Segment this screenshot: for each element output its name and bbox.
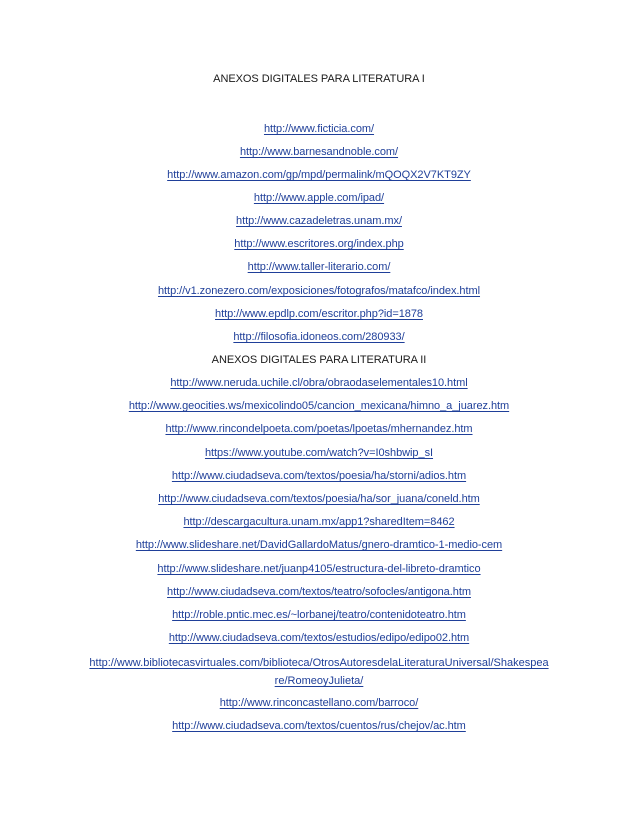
link-taller-literario[interactable]: http://www.taller-literario.com/ [247,261,391,273]
link-epdlp[interactable]: http://www.epdlp.com/escritor.php?id=1878 [215,308,423,320]
link-ciudadseva-edipo[interactable]: http://www.ciudadseva.com/textos/estudios/edipo/edipo02.htm [168,632,470,644]
link-rinconcastellano[interactable]: http://www.rinconcastellano.com/barroco/ [219,697,419,709]
link-neruda[interactable]: http://www.neruda.uchile.cl/obra/obraodaselementales10.html [170,377,468,389]
link-cazadeletras[interactable]: http://www.cazadeletras.unam.mx/ [236,215,402,227]
link-ciudadseva-storni[interactable]: http://www.ciudadseva.com/textos/poesia/ha/storni/adios.htm [171,470,467,482]
section-heading-literatura-1: ANEXOS DIGITALES PARA LITERATURA I [213,73,425,85]
link-filosofia-idoneos[interactable]: http://filosofia.idoneos.com/280933/ [233,331,405,343]
link-ciudadseva-chejov[interactable]: http://www.ciudadseva.com/textos/cuentos/rus/chejov/ac.htm [172,720,466,732]
link-ficticia[interactable]: http://www.ficticia.com/ [263,123,375,135]
link-slideshare-libreto[interactable]: http://www.slideshare.net/juanp4105/estructura-del-libreto-dramtico [157,563,481,575]
link-geocities-himno-juarez[interactable]: http://www.geocities.ws/mexicolindo05/cancion_mexicana/himno_a_juarez.htm [128,400,510,412]
link-descargacultura[interactable]: http://descargacultura.unam.mx/app1?sharedItem=8462 [183,516,455,528]
link-amazon[interactable]: http://www.amazon.com/gp/mpd/permalink/mQOQX2V7KT9ZY [167,169,471,181]
link-rincondelpoeta[interactable]: http://www.rincondelpoeta.com/poetas/lpoetas/mhernandez.htm [165,423,473,435]
link-roble-pntic-teatro[interactable]: http://roble.pntic.mec.es/~lorbanej/teatro/contenidoteatro.htm [172,609,466,621]
link-apple-ipad[interactable]: http://www.apple.com/ipad/ [253,192,385,204]
link-barnesandnoble[interactable]: http://www.barnesandnoble.com/ [239,146,399,158]
link-ciudadseva-sor-juana[interactable]: http://www.ciudadseva.com/textos/poesia/ha/sor_juana/coneld.htm [158,493,480,505]
section-heading-literatura-2: ANEXOS DIGITALES PARA LITERATURA II [211,354,427,366]
link-youtube[interactable]: https://www.youtube.com/watch?v=I0shbwip_sI [204,447,434,459]
link-ciudadseva-antigona[interactable]: http://www.ciudadseva.com/textos/teatro/sofocles/antigona.htm [167,586,471,598]
link-zonezero[interactable]: http://v1.zonezero.com/exposiciones/fotografos/matafco/index.html [157,285,481,297]
link-slideshare-genero-dramatico[interactable]: http://www.slideshare.net/DavidGallardoMatus/gnero-dramtico-1-medio-cem [135,539,503,551]
link-escritores[interactable]: http://www.escritores.org/index.php [234,238,404,250]
link-bibliotecasvirtuales-romeo-julieta[interactable]: http://www.bibliotecasvirtuales.com/biblioteca/OtrosAutoresdelaLiteraturaUniversal/Shakespeare/RomeoyJulieta/ [89,657,549,687]
